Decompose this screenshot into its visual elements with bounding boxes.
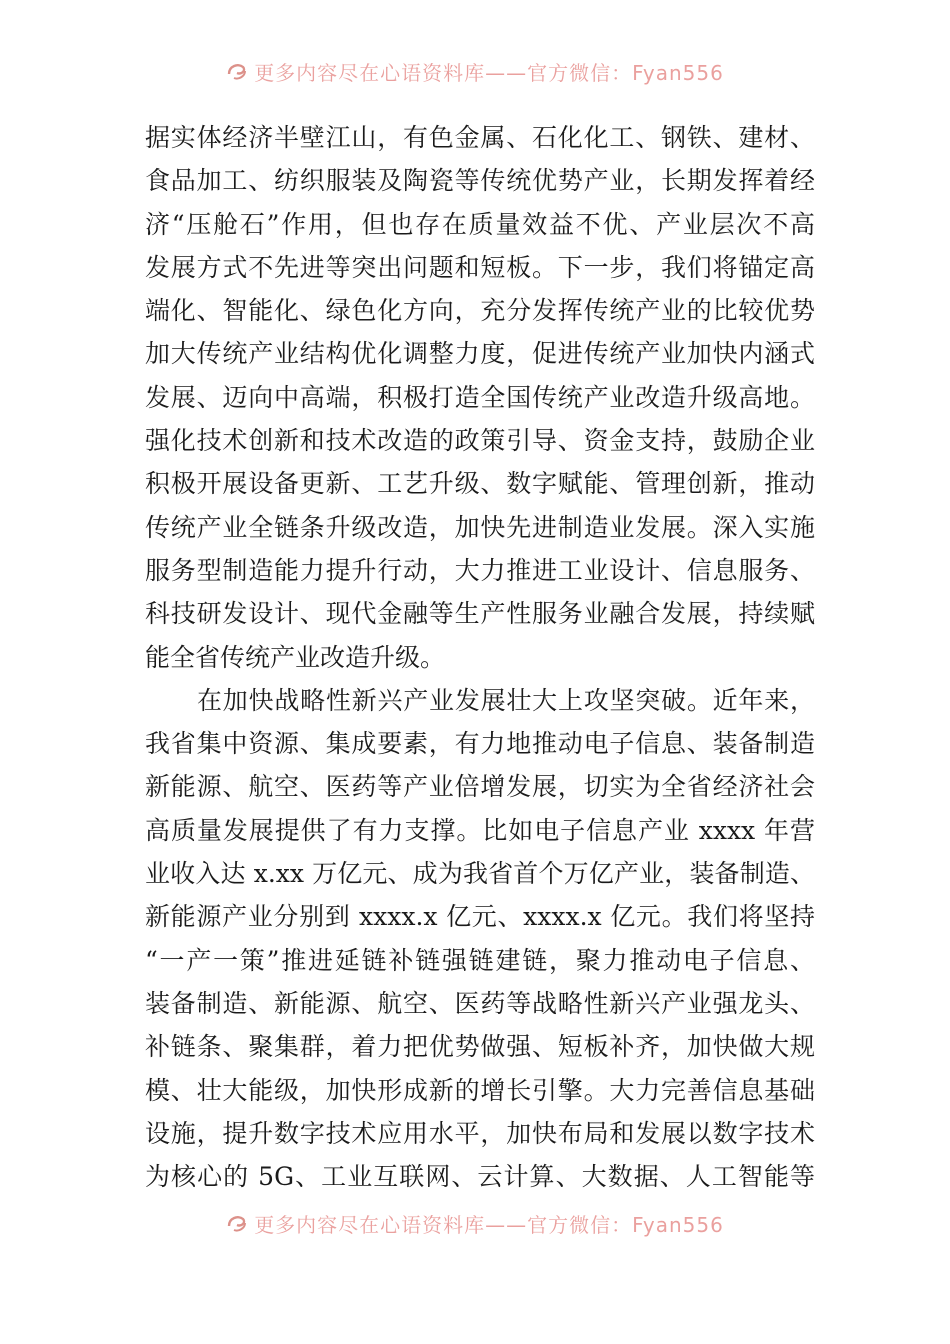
text-line: 新能源、航空、医药等产业倍增发展，切实为全省经济社会: [145, 772, 815, 802]
paragraph-heading-line: 在加快战略性新兴产业发展壮大上攻坚突破。近年来，: [197, 685, 815, 715]
text-line: 发展方式不先进等突出问题和短板。下一步，我们将锚定高: [145, 252, 815, 282]
text-line: 模、壮大能级，加快形成新的增长引擎。大力完善信息基础: [145, 1075, 815, 1105]
text-line: 加大传统产业结构优化调整力度，促进传统产业加快内涵式: [145, 339, 815, 369]
swirl-logo-icon: [226, 1212, 248, 1234]
watermark-footer: [0, 1208, 950, 1238]
text-line: 高质量发展提供了有力支撑。比如电子信息产业 xxxx 年营: [145, 815, 815, 845]
text-line: 强化技术创新和技术改造的政策引导、资金支持，鼓励企业: [145, 426, 815, 456]
text-line: 传统产业全链条升级改造，加快先进制造业发展。深入实施: [145, 512, 815, 542]
watermark-text: 更多内容尽在心语资料库——官方微信：Fyan556: [254, 60, 724, 85]
text-line: 新能源产业分别到 xxxx.x 亿元、xxxx.x 亿元。我们将坚持: [145, 902, 815, 932]
text-line: 发展、迈向中高端，积极打造全国传统产业改造升级高地。: [145, 382, 815, 412]
text-line: 食品加工、纺织服装及陶瓷等传统优势产业，长期发挥着经: [145, 166, 815, 196]
text-line: 服务型制造能力提升行动，大力推进工业设计、信息服务、: [145, 555, 815, 585]
swirl-logo-icon: [226, 60, 248, 82]
text-line: 设施，提升数字技术应用水平，加快布局和发展以数字技术: [145, 1118, 815, 1148]
text-line: 补链条、聚集群，着力把优势做强、短板补齐，加快做大规: [145, 1032, 815, 1062]
text-line: 据实体经济半壁江山，有色金属、石化化工、钢铁、建材、: [145, 123, 815, 152]
text-line: “一产一策”推进延链补链强链建链，聚力推动电子信息、: [145, 945, 815, 975]
text-line: 科技研发设计、现代金融等生产性服务业融合发展，持续赋: [145, 599, 815, 629]
paragraph-end-line: 能全省传统产业改造升级。: [145, 642, 446, 672]
watermark-text: 更多内容尽在心语资料库——官方微信：Fyan556: [254, 1212, 724, 1237]
text-line: 我省集中资源、集成要素，有力地推动电子信息、装备制造: [145, 729, 815, 759]
text-line: 济“压舱石”作用，但也存在质量效益不优、产业层次不高: [145, 209, 815, 239]
text-line: 装备制造、新能源、航空、医药等战略性新兴产业强龙头、: [145, 988, 815, 1018]
document-body: [145, 116, 815, 1198]
text-line: 积极开展设备更新、工艺升级、数字赋能、管理创新，推动: [145, 469, 815, 499]
watermark-header: [0, 56, 950, 86]
text-line: 端化、智能化、绿色化方向，充分发挥传统产业的比较优势: [145, 296, 815, 326]
text-line: 为核心的 5G、工业互联网、云计算、大数据、人工智能等: [145, 1162, 815, 1192]
text-line: 业收入达 x.xx 万亿元、成为我省首个万亿产业，装备制造、: [145, 859, 815, 889]
